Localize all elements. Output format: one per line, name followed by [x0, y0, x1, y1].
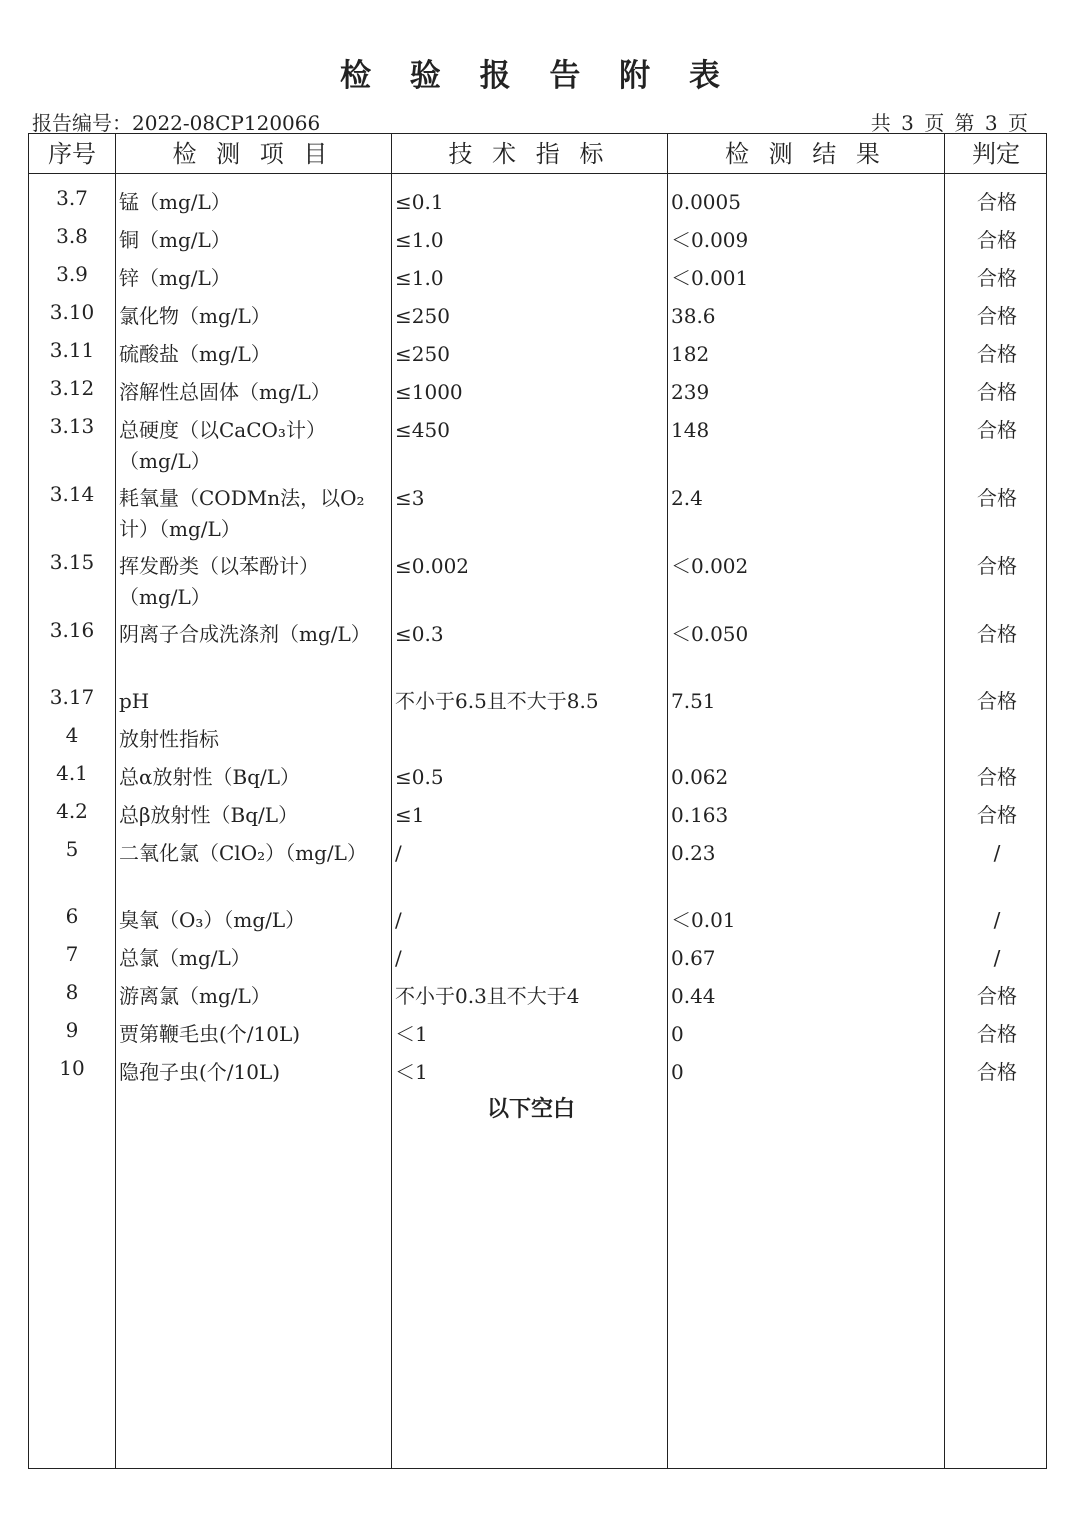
cell-item: 贾第鞭毛虫(个/10L)	[119, 1022, 301, 1046]
cell-seq: 4.1	[56, 761, 88, 785]
column-divider	[391, 134, 392, 1468]
column-divider	[115, 134, 116, 1468]
cell-standard: ≤1.0	[395, 266, 444, 290]
cell-judgement: 合格	[977, 1060, 1017, 1084]
cell-result: 148	[671, 418, 710, 442]
cell-standard: 不小于6.5且不大于8.5	[395, 689, 599, 713]
cell-result: 0	[671, 1060, 684, 1084]
header-judgement: 判定	[972, 140, 1020, 168]
report-title: 检 验 报 告 附 表	[340, 58, 734, 94]
cell-standard: ≤0.5	[395, 765, 444, 789]
cell-result: ＜0.002	[671, 554, 749, 578]
blank-below-note: 以下空白	[486, 1097, 575, 1122]
cell-item: 臭氧（O₃）（mg/L）	[119, 908, 306, 932]
cell-judgement: 合格	[977, 266, 1017, 290]
cell-judgement: 合格	[977, 622, 1017, 646]
cell-standard: ≤1000	[395, 380, 463, 404]
cell-judgement: /	[993, 841, 1001, 865]
cell-seq: 10	[59, 1056, 85, 1080]
cell-standard: ≤250	[395, 342, 450, 366]
cell-judgement: 合格	[977, 803, 1017, 827]
cell-seq: 8	[65, 980, 79, 1004]
cell-item: 挥发酚类（以苯酚计）（mg/L）	[119, 554, 319, 609]
cell-standard: ≤0.002	[395, 554, 470, 578]
cell-result: 0.23	[671, 841, 716, 865]
cell-standard: ≤1	[395, 803, 425, 827]
cell-seq: 3.17	[49, 685, 95, 709]
cell-result: 0.0005	[671, 190, 741, 214]
cell-standard: ＜1	[395, 1022, 428, 1046]
cell-result: ＜0.050	[671, 622, 749, 646]
cell-judgement: 合格	[977, 984, 1017, 1008]
column-divider	[667, 134, 668, 1468]
cell-seq: 3.13	[49, 414, 95, 438]
cell-seq: 7	[65, 942, 79, 966]
cell-judgement: 合格	[977, 304, 1017, 328]
cell-seq: 9	[65, 1018, 79, 1042]
cell-standard: ≤0.3	[395, 622, 444, 646]
cell-result: 0.062	[671, 765, 729, 789]
cell-result: 0.163	[671, 803, 729, 827]
cell-standard: 不小于0.3且不大于4	[395, 984, 580, 1008]
cell-item: 总氯（mg/L）	[119, 946, 251, 970]
cell-seq: 3.9	[56, 262, 88, 286]
column-divider	[944, 134, 945, 1468]
cell-item: 氯化物（mg/L）	[119, 304, 271, 328]
cell-item: 耗氧量（CODMn法，以O₂计）（mg/L）	[119, 486, 365, 541]
cell-result: 0.44	[671, 984, 716, 1008]
cell-seq: 3.16	[49, 618, 95, 642]
cell-seq: 6	[65, 904, 79, 928]
cell-seq: 3.14	[49, 482, 95, 506]
cell-result: 0	[671, 1022, 684, 1046]
cell-item: 总β放射性（Bq/L）	[119, 803, 299, 827]
cell-item: 游离氯（mg/L）	[119, 984, 271, 1008]
cell-seq: 5	[65, 837, 79, 861]
cell-standard: ≤250	[395, 304, 450, 328]
cell-judgement: 合格	[977, 486, 1017, 510]
page-info: 共 3 页 第 3 页	[870, 111, 1030, 135]
cell-seq: 3.15	[49, 550, 95, 574]
cell-standard: /	[395, 946, 402, 970]
report-number: 报告编号：2022-08CP120066	[32, 111, 321, 135]
cell-item: 二氧化氯（ClO₂）（mg/L）	[119, 841, 367, 865]
cell-item: 锰（mg/L）	[119, 190, 231, 214]
cell-judgement: 合格	[977, 554, 1017, 578]
cell-judgement: 合格	[977, 228, 1017, 252]
cell-item: pH	[119, 689, 150, 713]
cell-item: 隐孢子虫(个/10L)	[119, 1060, 281, 1084]
cell-result: 7.51	[671, 689, 716, 713]
cell-item: 锌（mg/L）	[119, 266, 231, 290]
cell-result: 182	[671, 342, 710, 366]
cell-judgement: 合格	[977, 418, 1017, 442]
cell-judgement: 合格	[977, 380, 1017, 404]
cell-result: ＜0.009	[671, 228, 749, 252]
cell-judgement: /	[993, 908, 1001, 932]
cell-standard: /	[395, 908, 402, 932]
cell-result: 2.4	[671, 486, 703, 510]
cell-seq: 3.8	[56, 224, 88, 248]
cell-item: 铜（mg/L）	[119, 228, 231, 252]
cell-item: 总α放射性（Bq/L）	[119, 765, 301, 789]
cell-standard: ≤0.1	[395, 190, 444, 214]
cell-seq: 3.10	[49, 300, 95, 324]
cell-judgement: 合格	[977, 765, 1017, 789]
cell-standard: /	[395, 841, 402, 865]
header-seq: 序号	[48, 140, 96, 168]
cell-result: 0.67	[671, 946, 716, 970]
cell-result: ＜0.001	[671, 266, 749, 290]
cell-standard: ＜1	[395, 1060, 428, 1084]
report-table	[28, 133, 1047, 1469]
cell-seq: 3.11	[49, 338, 95, 362]
cell-standard: ≤1.0	[395, 228, 444, 252]
cell-seq: 3.7	[56, 186, 88, 210]
cell-result: ＜0.01	[671, 908, 736, 932]
cell-standard: ≤3	[395, 486, 425, 510]
cell-item: 阴离子合成洗涤剂（mg/L）	[119, 622, 371, 646]
cell-item: 硫酸盐（mg/L）	[119, 342, 271, 366]
cell-item: 溶解性总固体（mg/L）	[119, 380, 331, 404]
cell-result: 239	[671, 380, 710, 404]
cell-judgement: /	[993, 946, 1001, 970]
cell-seq: 4.2	[56, 799, 88, 823]
cell-standard: ≤450	[395, 418, 450, 442]
cell-item: 放射性指标	[119, 727, 219, 751]
cell-judgement: 合格	[977, 190, 1017, 214]
header-result: 检 测 结 果	[725, 140, 886, 168]
cell-seq: 4	[65, 723, 79, 747]
cell-judgement: 合格	[977, 689, 1017, 713]
cell-judgement: 合格	[977, 1022, 1017, 1046]
header-item: 检 测 项 目	[172, 140, 334, 168]
cell-result: 38.6	[671, 304, 716, 328]
header-standard: 技 术 指 标	[448, 140, 610, 168]
cell-item: 总硬度（以CaCO₃计）（mg/L）	[119, 418, 326, 473]
cell-judgement: 合格	[977, 342, 1017, 366]
cell-seq: 3.12	[49, 376, 95, 400]
